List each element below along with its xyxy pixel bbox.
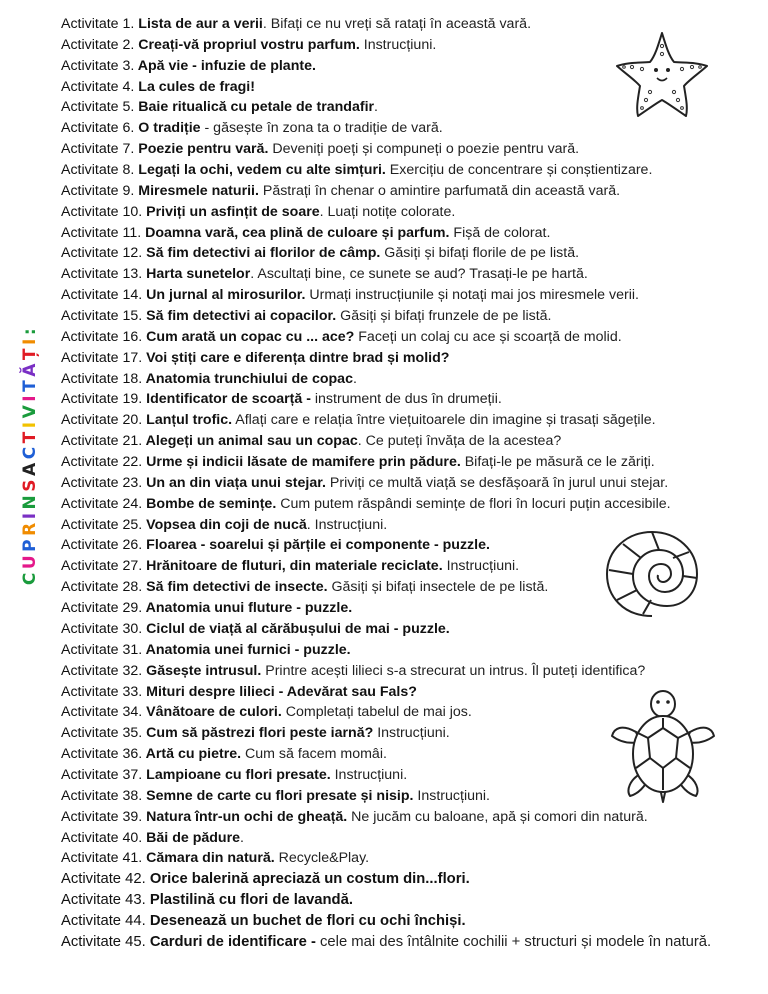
activity-label: Activitate 36. [61, 746, 143, 763]
activity-title: Lanțul trofic. [142, 412, 233, 429]
sidebar-title-letter: S [20, 475, 40, 492]
sidebar-title-letter: I [20, 391, 40, 402]
sidebar-title-letter: I [20, 335, 40, 345]
turtle-icon [610, 688, 716, 808]
activity-label: Activitate 29. [61, 600, 143, 617]
activity-label: Activitate 21. [61, 433, 143, 450]
activity-item [61, 452, 761, 473]
activity-item [61, 348, 761, 369]
activity-label: Activitate 44. [61, 912, 146, 929]
activity-label: Activitate 2. [61, 36, 135, 53]
activity-title: Un an din viața unui stejar. [142, 474, 326, 491]
activity-title: Urme și indicii lăsate de mamifere prin pădure. [142, 454, 461, 471]
activity-title: Lampioane cu flori presate. [142, 766, 331, 783]
activity-label: Activitate 28. [61, 579, 143, 596]
activity-label: Activitate 38. [61, 787, 143, 804]
activity-description: instrument de dus în drumeții. [310, 391, 502, 408]
activity-label: Activitate 18. [61, 370, 143, 387]
activity-description: . Ascultați bine, ce sunete se aud? Trasați-le pe hartă. [250, 266, 588, 283]
activity-title: O tradiție [134, 120, 201, 137]
activity-title: Anatomia trunchiului de copac [142, 370, 353, 387]
sidebar-title-letter: T [20, 376, 40, 392]
activity-title: Identificator de scoarță - [142, 391, 311, 408]
activity-title: Lista de aur a verii [134, 16, 263, 32]
activity-label: Activitate 23. [61, 474, 143, 491]
activity-description: . Instrucțiuni. [306, 516, 388, 533]
activity-title: Semne de carte cu flori presate și nisip. [142, 787, 414, 804]
activity-description: . [240, 829, 244, 846]
activity-description: Faceți un colaj cu ace și scoarță de molid. [354, 328, 622, 345]
activity-description: Cum putem răspândi semințe de flori în locuri puțin accesibile. [276, 495, 671, 512]
activity-item [61, 327, 761, 348]
activity-description: Găsiți și bifați frunzele de pe listă. [336, 308, 552, 325]
activity-title: Carduri de identificare - [145, 933, 316, 950]
activity-label: Activitate 39. [61, 808, 143, 825]
activity-description: Bifați-le pe măsură ce le zăriți. [460, 454, 655, 471]
sidebar-title-letter: Ț [20, 344, 40, 361]
activity-item [61, 640, 761, 661]
activity-description: Instrucțiuni. [330, 766, 408, 783]
activity-title: Cum arată un copac cu ... ace? [142, 328, 355, 345]
activity-title: Artă cu pietre. [142, 746, 242, 763]
sidebar-title [10, 324, 50, 586]
activity-label: Activitate 14. [61, 287, 143, 304]
seashell-icon [603, 528, 701, 620]
activity-title: Harta sunetelor [142, 266, 251, 283]
activity-title: Bombe de semințe. [142, 495, 277, 512]
activity-label: Activitate 1. [61, 16, 135, 32]
activity-item [61, 890, 761, 911]
activity-item [61, 139, 761, 160]
activity-title: Alegeți un animal sau un copac [142, 433, 358, 450]
sidebar-title-letter: T [20, 428, 40, 444]
activity-title: Doamna vară, cea plină de culoare și parfum. [141, 224, 450, 241]
activity-description: Printre acești lilieci s-a strecurat un intrus. Îl puteți identifica? [261, 662, 646, 679]
sidebar-title-letter: C [20, 443, 40, 460]
activity-label: Activitate 31. [61, 641, 143, 658]
sidebar-title-letter: A [20, 459, 40, 476]
activity-item [61, 848, 761, 869]
activity-title: Anatomia unei furnici - puzzle. [142, 641, 351, 658]
activity-label: Activitate 12. [61, 245, 143, 262]
activity-label: Activitate 10. [61, 203, 143, 220]
activity-label: Activitate 19. [61, 391, 143, 408]
activity-label: Activitate 32. [61, 662, 143, 679]
activity-item [61, 264, 761, 285]
activity-label: Activitate 35. [61, 725, 143, 742]
activity-item [61, 807, 761, 828]
activity-title: Hrănitoare de fluturi, din materiale reciclate. [142, 558, 443, 575]
activity-item [61, 661, 761, 682]
activity-title: Cămara din natură. [142, 850, 275, 867]
activity-description: Fișă de colorat. [449, 224, 551, 241]
activity-label: Activitate 41. [61, 850, 143, 867]
activity-title: Legați la ochi, vedem cu alte simțuri. [134, 162, 386, 179]
activity-item [61, 828, 761, 849]
activity-description: . Luați notițe colorate. [319, 203, 456, 220]
activity-label: Activitate 24. [61, 495, 143, 512]
activity-item [61, 202, 761, 223]
activity-description: Exercițiu de concentrare și conștientizare. [385, 162, 653, 179]
activity-description: Urmați instrucțiunile și notați mai jos miresmele verii. [305, 287, 639, 304]
activity-description: cele mai des întâlnite cochilii + structuri și modele în natură. [315, 933, 712, 950]
activity-title: Băi de pădure [142, 829, 240, 846]
activity-item [61, 911, 761, 932]
activity-label: Activitate 3. [61, 57, 135, 74]
activity-title: Miresmele naturii. [134, 182, 259, 199]
activity-item [61, 932, 761, 953]
activity-list [61, 14, 761, 953]
activity-item [61, 473, 761, 494]
activity-description: Păstrați în chenar o amintire parfumată din această vară. [258, 182, 621, 199]
activity-label: Activitate 17. [61, 349, 143, 366]
activity-description: Instrucțiuni. [373, 725, 450, 742]
sidebar-title-letter: V [20, 401, 40, 419]
activity-description: . [374, 99, 378, 116]
activity-description: Priviți ce multă viață se desfășoară în jurul unui stejar. [325, 474, 669, 491]
activity-item [61, 494, 761, 515]
activity-description: Instrucțiuni. [359, 36, 437, 53]
activity-description: Recycle&Play. [274, 850, 370, 867]
activity-item [61, 431, 761, 452]
activity-item [61, 306, 761, 327]
activity-title: Priviți un asfințit de soare [142, 203, 320, 220]
activity-title: Un jurnal al mirosurilor. [142, 287, 306, 304]
sidebar-title-letter: I [20, 509, 40, 520]
activity-description: Completați tabelul de mai jos. [281, 704, 472, 721]
sidebar-title-text [20, 325, 40, 585]
activity-item [61, 243, 761, 264]
activity-item [61, 285, 761, 306]
activity-label: Activitate 5. [61, 99, 135, 116]
activity-item [61, 410, 761, 431]
activity-description: Aflați care e relația între viețuitoarele din imagine și trasați săgețile. [232, 412, 656, 429]
activity-label: Activitate 4. [61, 78, 135, 95]
activity-label: Activitate 27. [61, 558, 143, 575]
activity-title: Să fim detectivi ai copacilor. [142, 308, 337, 325]
sidebar-title-letter: : [20, 324, 40, 336]
activity-label: Activitate 26. [61, 537, 143, 554]
activity-description: Ne jucăm cu baloane, apă și comori din natură. [347, 808, 648, 825]
activity-label: Activitate 22. [61, 454, 143, 471]
sidebar-title-letter: U [20, 551, 40, 570]
activity-item [61, 118, 761, 139]
activity-label: Activitate 37. [61, 766, 143, 783]
activity-label: Activitate 40. [61, 829, 143, 846]
activity-title: Desenează un buchet de flori cu ochi închiși. [145, 912, 466, 929]
activity-title: Creați-vă propriul vostru parfum. [134, 36, 360, 53]
sidebar-title-letter: R [20, 519, 40, 536]
activity-title: Orice balerină apreciază un costum din...flori. [145, 871, 470, 888]
activity-label: Activitate 6. [61, 120, 135, 137]
activity-description: Găsiți și bifați insectele de pe listă. [327, 579, 549, 596]
activity-title: Anatomia unui fluture - puzzle. [142, 600, 353, 617]
activity-label: Activitate 43. [61, 892, 146, 909]
activity-description: Instrucțiuni. [413, 787, 490, 804]
activity-title: Să fim detectivi ai florilor de câmp. [142, 245, 381, 262]
activity-description: - găsește în zona ta o tradiție de vară. [200, 120, 443, 137]
activity-title: Cum să păstrezi flori peste iarnă? [142, 725, 374, 742]
activity-label: Activitate 7. [61, 141, 135, 158]
activity-item [61, 369, 761, 390]
activity-description: . [352, 370, 357, 387]
starfish-icon [612, 28, 712, 120]
activity-item [61, 223, 761, 244]
activity-label: Activitate 45. [61, 933, 146, 950]
sidebar-title-letter: N [20, 491, 40, 510]
activity-title: Să fim detectivi de insecte. [142, 579, 328, 596]
sidebar-title-letter: Ă [20, 360, 40, 377]
activity-title: La cules de fragi! [134, 78, 255, 95]
activity-label: Activitate 15. [61, 308, 143, 325]
activity-label: Activitate 13. [61, 266, 143, 283]
activity-description: Deveniți poeți și compuneți o poezie pentru vară. [268, 141, 580, 158]
activity-item [61, 619, 761, 640]
activity-label: Activitate 30. [61, 620, 143, 637]
activity-title: Vopsea din coji de nucă [142, 516, 307, 533]
activity-description: Cum să facem momâi. [241, 746, 387, 763]
activity-description: . Ce puteți învăța de la acestea? [357, 433, 562, 450]
activity-description: Instrucțiuni. [442, 558, 520, 575]
activity-title: Poezie pentru vară. [134, 141, 269, 158]
activity-title: Vânătoare de culori. [142, 704, 282, 721]
activity-title: Găsește intrusul. [142, 662, 262, 679]
activity-label: Activitate 25. [61, 516, 143, 533]
activity-description: . Bifați ce nu vreți să ratați în această vară. [262, 16, 532, 32]
sidebar-title-letter: C [20, 569, 40, 586]
activity-label: Activitate 42. [61, 871, 146, 888]
sidebar-title-letter: P [20, 535, 40, 552]
sidebar-title-letter: I [20, 418, 40, 429]
activity-item [61, 869, 761, 890]
activity-title: Mituri despre lilieci - Adevărat sau Fals? [142, 683, 417, 700]
activity-title: Natura într-un ochi de gheață. [142, 808, 348, 825]
activity-description: Găsiți și bifați florile de pe listă. [380, 245, 580, 262]
activity-label: Activitate 9. [61, 182, 135, 199]
activity-title: Voi știți care e diferența dintre brad și molid? [142, 349, 450, 366]
activity-title: Floarea - soarelui și părțile ei componente - puzzle. [142, 537, 490, 554]
activity-label: Activitate 16. [61, 328, 143, 345]
activity-label: Activitate 34. [61, 704, 143, 721]
activity-title: Baie ritualică cu petale de trandafir [134, 99, 375, 116]
activity-item [61, 181, 761, 202]
activity-title: Plastilină cu flori de lavandă. [145, 892, 353, 909]
activity-title: Apă vie - infuzie de plante. [134, 57, 316, 74]
activity-label: Activitate 33. [61, 683, 143, 700]
activity-title: Ciclul de viață al cărăbușului de mai - puzzle. [142, 620, 450, 637]
activity-label: Activitate 11. [61, 224, 142, 241]
activity-item [61, 160, 761, 181]
activity-item [61, 389, 761, 410]
activity-label: Activitate 20. [61, 412, 143, 429]
activity-label: Activitate 8. [61, 162, 135, 179]
